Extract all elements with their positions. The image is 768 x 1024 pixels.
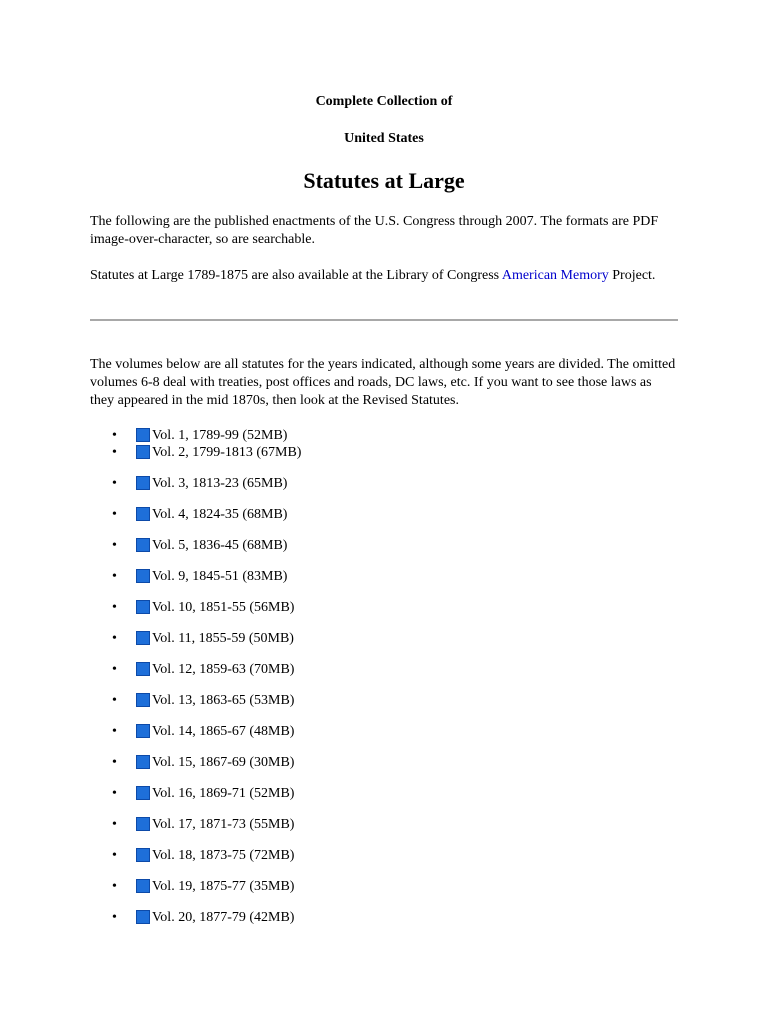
- bullet-marker: •: [112, 724, 117, 739]
- volume-list-item: [90, 692, 678, 710]
- volume-link[interactable]: Vol. 10, 1851-55 (56MB): [152, 600, 295, 615]
- volume-link[interactable]: Vol. 18, 1873-75 (72MB): [152, 848, 295, 863]
- volume-link[interactable]: Vol. 17, 1871-73 (55MB): [152, 817, 295, 832]
- volume-list-item: [90, 878, 678, 896]
- bullet-marker: •: [112, 445, 117, 460]
- bullet-marker: •: [112, 507, 117, 522]
- bullet-marker: •: [112, 538, 117, 553]
- bullet-marker: •: [112, 817, 117, 832]
- pdf-icon[interactable]: [136, 755, 150, 769]
- pdf-icon[interactable]: [136, 476, 150, 490]
- heading-line-2: United States: [344, 131, 424, 146]
- volume-link[interactable]: Vol. 2, 1799-1813 (67MB): [152, 445, 302, 460]
- volume-list-item: [90, 785, 678, 803]
- volume-list-item: [90, 506, 678, 524]
- page-title: Statutes at Large: [303, 168, 465, 193]
- pdf-icon[interactable]: [136, 600, 150, 614]
- bullet-marker: •: [112, 569, 117, 584]
- pdf-icon[interactable]: [136, 507, 150, 521]
- volume-list-item: [90, 444, 678, 462]
- pdf-icon[interactable]: [136, 538, 150, 552]
- bullet-marker: •: [112, 631, 117, 646]
- volume-list-item: [90, 475, 678, 493]
- pdf-icon[interactable]: [136, 631, 150, 645]
- volume-list-item: [90, 754, 678, 772]
- volume-link[interactable]: Vol. 4, 1824-35 (68MB): [152, 507, 288, 522]
- volume-link[interactable]: Vol. 5, 1836-45 (68MB): [152, 538, 288, 553]
- volume-link[interactable]: Vol. 14, 1865-67 (48MB): [152, 724, 295, 739]
- volume-list-item: [90, 723, 678, 741]
- bullet-marker: •: [112, 600, 117, 615]
- bullet-marker: •: [112, 476, 117, 491]
- volume-link[interactable]: Vol. 3, 1813-23 (65MB): [152, 476, 288, 491]
- volume-link[interactable]: Vol. 19, 1875-77 (35MB): [152, 879, 295, 894]
- volume-list-item: [90, 568, 678, 586]
- volume-link[interactable]: Vol. 12, 1859-63 (70MB): [152, 662, 295, 677]
- pdf-icon[interactable]: [136, 817, 150, 831]
- pdf-icon[interactable]: [136, 724, 150, 738]
- volume-list-item: [90, 427, 678, 445]
- volume-link[interactable]: Vol. 20, 1877-79 (42MB): [152, 910, 295, 925]
- volume-list-item: [90, 661, 678, 679]
- volume-link[interactable]: Vol. 1, 1789-99 (52MB): [152, 428, 288, 443]
- bullet-marker: •: [112, 879, 117, 894]
- pdf-icon[interactable]: [136, 445, 150, 459]
- heading-line-1: Complete Collection of: [315, 94, 453, 109]
- bullet-marker: •: [112, 662, 117, 677]
- bullet-marker: •: [112, 786, 117, 801]
- paragraph-text-prefix: Statutes at Large 1789-1875 are also available at the Library of Congress: [90, 268, 502, 283]
- volume-link[interactable]: Vol. 15, 1867-69 (30MB): [152, 755, 295, 770]
- bullet-marker: •: [112, 428, 117, 443]
- pdf-icon[interactable]: [136, 693, 150, 707]
- volume-link[interactable]: Vol. 11, 1855-59 (50MB): [152, 631, 294, 646]
- volume-link[interactable]: Vol. 9, 1845-51 (83MB): [152, 569, 288, 584]
- pdf-icon[interactable]: [136, 569, 150, 583]
- american-memory-link[interactable]: American Memory: [501, 268, 609, 283]
- intro-paragraph: The following are the published enactments of the U.S. Congress through 2007. The formats are PDF image-over-character, so are searchable.: [90, 214, 659, 247]
- pdf-icon[interactable]: [136, 879, 150, 893]
- volumes-description-paragraph: The volumes below are all statutes for the years indicated, although some years are divided. The omitted volumes 6-8 deal with treaties, post offices and roads, DC laws, etc. If you want to see those laws as they appeared in the mid 1870s, then look at the Revised Statutes.: [90, 357, 676, 408]
- bullet-marker: •: [112, 848, 117, 863]
- pdf-icon[interactable]: [136, 428, 150, 442]
- pdf-icon[interactable]: [136, 910, 150, 924]
- volume-link[interactable]: Vol. 16, 1869-71 (52MB): [152, 786, 295, 801]
- volume-list-item: [90, 599, 678, 617]
- american-memory-paragraph: [90, 267, 678, 285]
- bullet-marker: •: [112, 910, 117, 925]
- bullet-marker: •: [112, 693, 117, 708]
- volume-list-item: [90, 537, 678, 555]
- volume-list-item: [90, 847, 678, 865]
- bullet-marker: •: [112, 755, 117, 770]
- volume-link[interactable]: Vol. 13, 1863-65 (53MB): [152, 693, 295, 708]
- pdf-icon[interactable]: [136, 662, 150, 676]
- paragraph-text-suffix: Project.: [608, 268, 656, 283]
- pdf-icon[interactable]: [136, 848, 150, 862]
- pdf-icon[interactable]: [136, 786, 150, 800]
- volume-list-item: [90, 816, 678, 834]
- volume-list-item: [90, 909, 678, 927]
- horizontal-divider: [90, 319, 678, 321]
- volume-list-item: [90, 630, 678, 648]
